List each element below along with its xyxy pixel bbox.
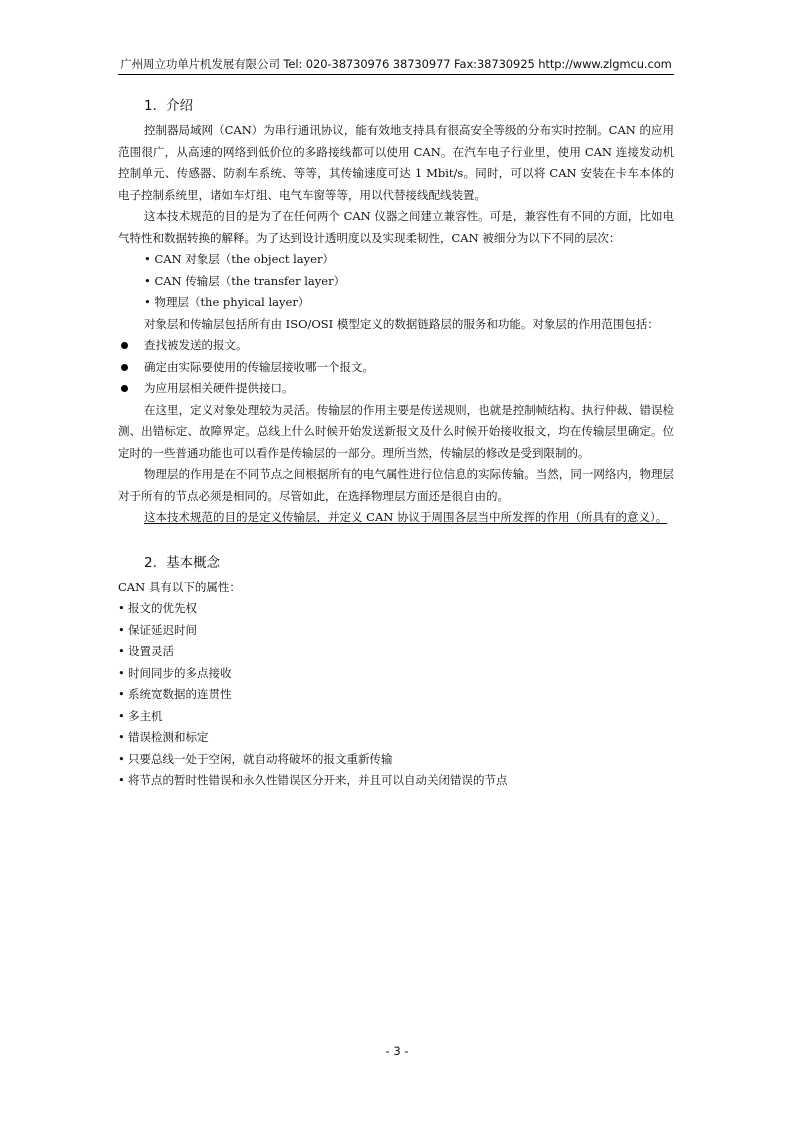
list-item xyxy=(118,663,674,685)
list-item-text: 系统宽数据的连贯性 xyxy=(128,687,232,701)
intro-paragraph-6 xyxy=(118,507,674,529)
list-item-text: 多主机 xyxy=(128,708,163,723)
list-item-text: 确定由实际要使用的传输层接收哪一个报文。 xyxy=(144,359,374,374)
bullet-icon: • xyxy=(118,708,125,723)
list-item-text: 只要总线一处于空闲，就自动将破坏的报文重新传输 xyxy=(128,751,393,766)
page-number: - 3 - xyxy=(385,1044,409,1058)
intro-paragraph-3: 对象层和传输层包括所有由 ISO/OSI 模型定义的数据链路层的服务和功能。对象层的作用范围包括： xyxy=(144,316,659,331)
bullet-icon: • xyxy=(118,601,125,615)
list-item-text: 为应用层相关硬件提供接口。 xyxy=(144,381,294,395)
list-item-text: 设置灵活 xyxy=(128,644,174,658)
bullet-icon: • xyxy=(118,773,125,787)
underlined-text: 这本技术规范的目的是定义传输层，并定义 CAN 协议于周围各层当中所发挥的作用（所具有的意义）。 xyxy=(144,510,668,524)
bullet-icon xyxy=(121,342,128,349)
properties-list xyxy=(118,598,674,792)
intro-paragraph-2: 这本技术规范的目的是为了在任何两个 CAN 仪器之间建立兼容性。可是，兼容性有不同的方面，比如电气特性和数据转换的解释。为了达到设计透明度以及实现柔韧性，CAN 被细分为以下不同的层次： xyxy=(118,209,674,245)
intro-paragraph-4: 在这里，定义对象处理较为灵活。传输层的作用主要是传送规则，也就是控制帧结构、执行仲裁、错误检测、出错标定、故障界定。总线上什么时候开始发送新报文及什么时候开始接收报文，均在传输层里确定。位定时的一些普通功能也可以看作是传输层的一部分。理所当然，传输层的修改是受到限制的。 xyxy=(118,402,674,460)
list-item-text: 查找被发送的报文。 xyxy=(144,338,248,352)
list-item-text: 报文的优先权 xyxy=(128,601,197,615)
list-item xyxy=(118,641,674,663)
header-rule xyxy=(118,74,674,75)
object-layer-list xyxy=(118,335,674,400)
layer-list xyxy=(118,249,674,314)
list-item-text: 保证延迟时间 xyxy=(128,622,197,637)
list-item xyxy=(118,620,674,642)
list-item xyxy=(118,706,674,728)
section-spacer xyxy=(118,529,674,551)
list-item-text: 将节点的暂时性错误和永久性错误区分开来，并且可以自动关闭错误的节点 xyxy=(128,773,508,787)
section-title-basic-concepts: 2．基本概念 xyxy=(144,554,221,571)
bullet-icon: • xyxy=(118,622,125,637)
list-item xyxy=(118,598,674,620)
intro-paragraph-1: 控制器局域网（CAN）为串行通讯协议，能有效地支持具有很高安全等级的分布实时控制。CAN 的应用范围很广，从高速的网络到低价位的多路接线都可以使用 CAN。在汽车电子行业里，使用 CAN 连接发动机控制单元、传感器、防刹车系统、等等，其传输速度可达 1 Mbit/s。同时，可以将 CAN 安装在卡车本体的电子控制系统里，诸如车灯组、电气车窗等等，用以代替接线配线装置。 xyxy=(118,123,674,202)
list-item-text: 时间同步的多点接收 xyxy=(128,665,232,680)
bullet-icon: • xyxy=(118,644,125,658)
bullet-icon: • xyxy=(118,730,125,744)
intro-paragraph-5: 物理层的作用是在不同节点之间根据所有的电气属性进行位信息的实际传输。当然，同一网络内，物理层对于所有的节点必须是相同的。尽管如此，在选择物理层方面还是很自由的。 xyxy=(118,467,674,503)
bullet-icon xyxy=(121,385,128,392)
page-header: 广州周立功单片机发展有限公司 Tel: 020-38730976 38730977 Fax:38730925 http://www.zlgmcu.com xyxy=(120,57,672,71)
list-item xyxy=(118,770,674,792)
section-title-introduction: 1．介绍 xyxy=(144,98,194,114)
layer-item: • CAN 对象层（the object layer） xyxy=(144,252,334,266)
bullet-icon: • xyxy=(118,751,125,766)
list-item-text: 错误检测和标定 xyxy=(128,730,209,744)
list-item xyxy=(118,749,674,771)
layer-item: • 物理层（the phyical layer） xyxy=(144,295,310,309)
list-item xyxy=(118,357,674,379)
bullet-icon: • xyxy=(118,665,125,680)
page-content xyxy=(118,94,674,792)
bullet-icon: • xyxy=(118,687,125,701)
list-item xyxy=(118,727,674,749)
list-item xyxy=(118,335,674,357)
list-item xyxy=(118,378,674,400)
properties-intro: CAN 具有以下的属性： xyxy=(118,579,241,594)
bullet-icon xyxy=(121,364,128,371)
list-item xyxy=(118,684,674,706)
layer-item: • CAN 传输层（the transfer layer） xyxy=(144,273,346,288)
